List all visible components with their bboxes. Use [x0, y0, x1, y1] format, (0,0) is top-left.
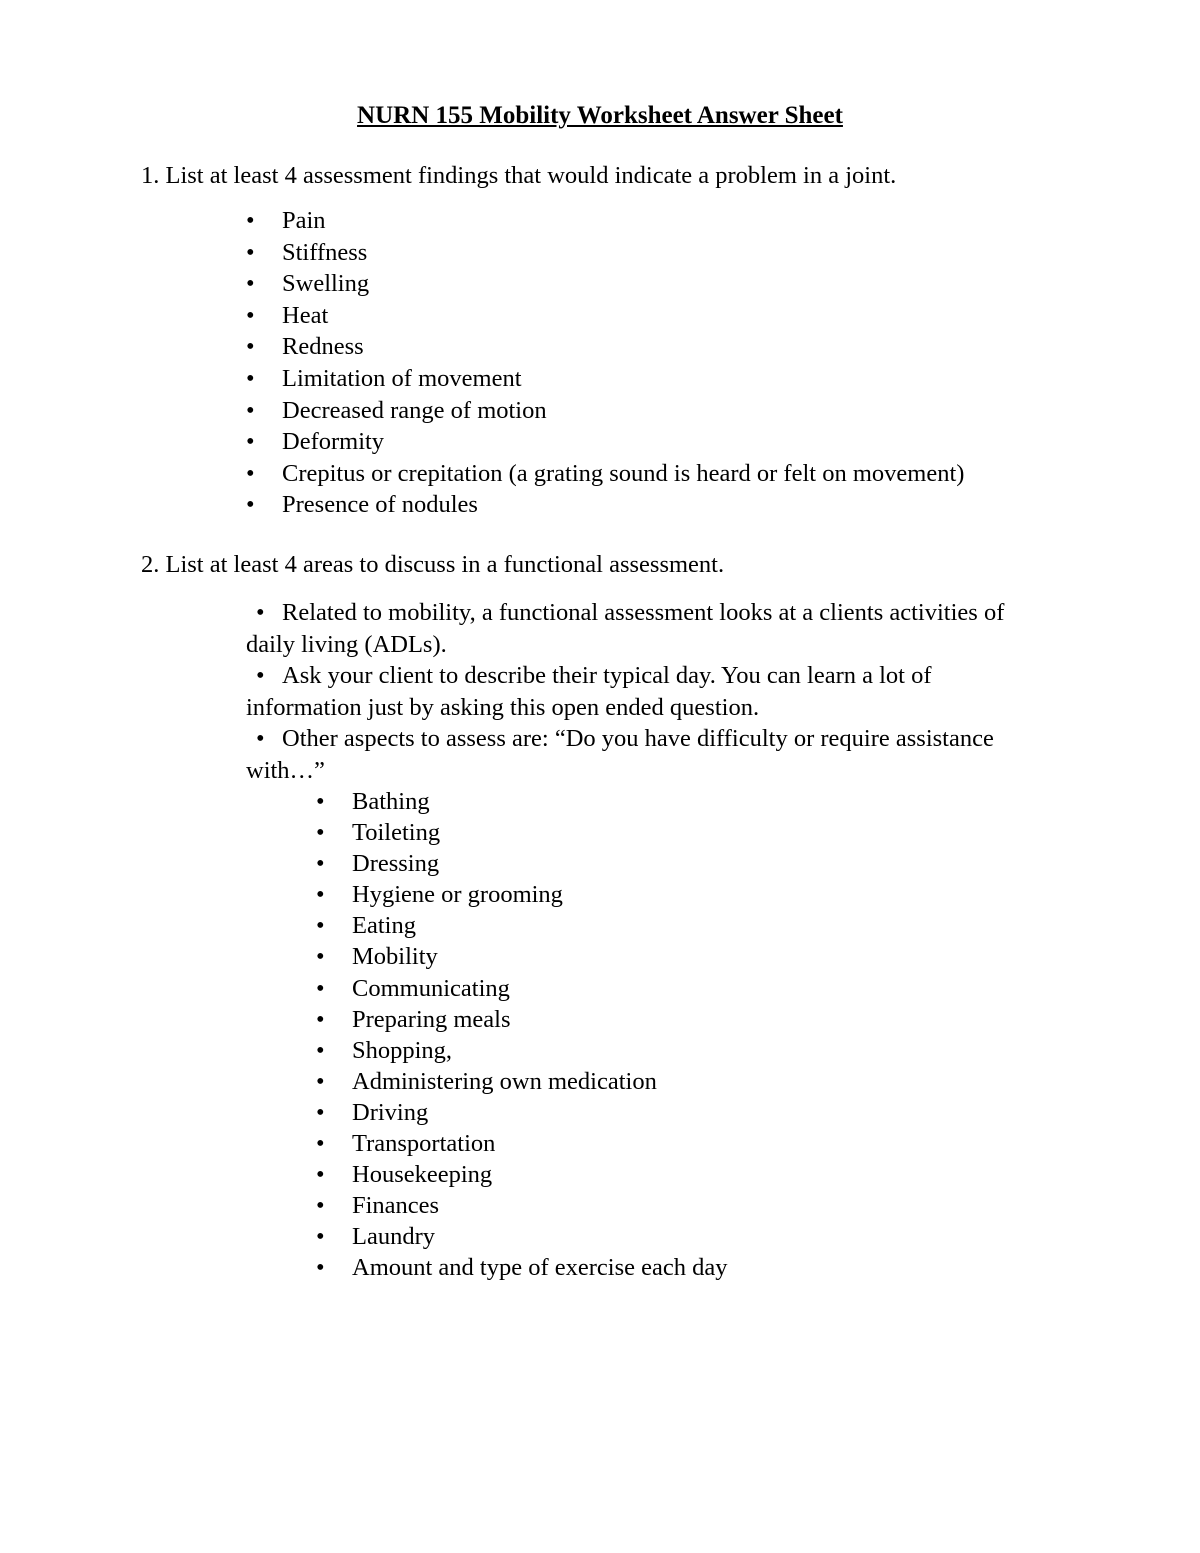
list-item: • Stiffness	[282, 237, 964, 269]
bullet-icon: •	[316, 1005, 325, 1033]
bullet-icon: •	[246, 270, 255, 298]
bullet-icon: •	[316, 788, 325, 815]
bullet-icon: •	[246, 301, 255, 329]
bullet-icon: •	[246, 333, 255, 361]
list-item: • Communicating	[352, 973, 728, 1004]
bullet-icon: •	[316, 850, 325, 878]
bullet-icon: •	[246, 238, 255, 266]
paragraph-2: • Ask your client to describe their typical day. You can learn a lot of information just by asking this open ended question.	[246, 662, 932, 721]
bullet-icon: •	[256, 662, 265, 689]
bullet-icon: •	[316, 1161, 325, 1189]
bullet-icon: •	[246, 459, 255, 487]
list-item: • Pain	[282, 205, 964, 237]
question-1: 1. List at least 4 assessment findings that would indicate a problem in a joint.	[141, 162, 897, 189]
document-title: NURN 155 Mobility Worksheet Answer Sheet	[357, 102, 843, 129]
bullet-icon: •	[316, 1098, 325, 1126]
list-item: • Swelling	[282, 268, 964, 300]
bullet-icon: •	[316, 1036, 325, 1064]
bullet-icon: •	[316, 881, 325, 909]
bullet-icon: •	[246, 207, 255, 234]
bullet-icon: •	[316, 1067, 325, 1095]
bullet-icon: •	[316, 1192, 325, 1220]
bullet-icon: •	[246, 491, 255, 519]
list-item: • Mobility	[352, 941, 728, 972]
list-item: • Redness	[282, 331, 964, 363]
list-item: • Transportation	[352, 1128, 728, 1159]
list-item: • Decreased range of motion	[282, 395, 964, 427]
list-item: • Eating	[352, 910, 728, 941]
bullet-icon: •	[316, 943, 325, 971]
list-item: • Administering own medication	[352, 1066, 728, 1097]
bullet-icon: •	[316, 1223, 325, 1251]
bullet-icon: •	[316, 974, 325, 1002]
list-item: • Limitation of movement	[282, 363, 964, 395]
bullet-icon: •	[316, 1254, 325, 1282]
list-item: • Amount and type of exercise each day	[352, 1252, 728, 1283]
list-item: • Bathing	[352, 786, 728, 817]
paragraph-3: • Other aspects to assess are: “Do you have difficulty or require assistance with…”	[246, 725, 994, 784]
bullet-icon: •	[256, 599, 265, 626]
bullet-icon: •	[246, 428, 255, 456]
bullet-icon: •	[246, 364, 255, 392]
joint-findings-list	[246, 205, 965, 521]
list-item: • Crepitus or crepitation (a grating sound is heard or felt on movement)	[282, 458, 964, 490]
bullet-icon: •	[316, 1130, 325, 1158]
paragraph-1: • Related to mobility, a functional assessment looks at a clients activities of daily living (ADLs).	[246, 599, 1005, 658]
list-item: • Toileting	[352, 817, 728, 848]
list-item: • Preparing meals	[352, 1004, 728, 1035]
list-item: • Heat	[282, 300, 964, 332]
list-item: • Driving	[352, 1097, 728, 1128]
list-item: • Hygiene or grooming	[352, 879, 728, 910]
list-item: • Deformity	[282, 426, 964, 458]
list-item: • Dressing	[352, 848, 728, 879]
bullet-icon: •	[256, 725, 265, 752]
list-item: • Laundry	[352, 1221, 728, 1252]
bullet-icon: •	[246, 396, 255, 424]
adl-list	[316, 786, 728, 1284]
list-item: • Presence of nodules	[282, 489, 964, 521]
bullet-icon: •	[316, 819, 325, 847]
list-item: • Shopping,	[352, 1035, 728, 1066]
list-item: • Housekeeping	[352, 1159, 728, 1190]
bullet-icon: •	[316, 912, 325, 940]
list-item: • Finances	[352, 1190, 728, 1221]
question-2: 2. List at least 4 areas to discuss in a functional assessment.	[141, 551, 725, 578]
